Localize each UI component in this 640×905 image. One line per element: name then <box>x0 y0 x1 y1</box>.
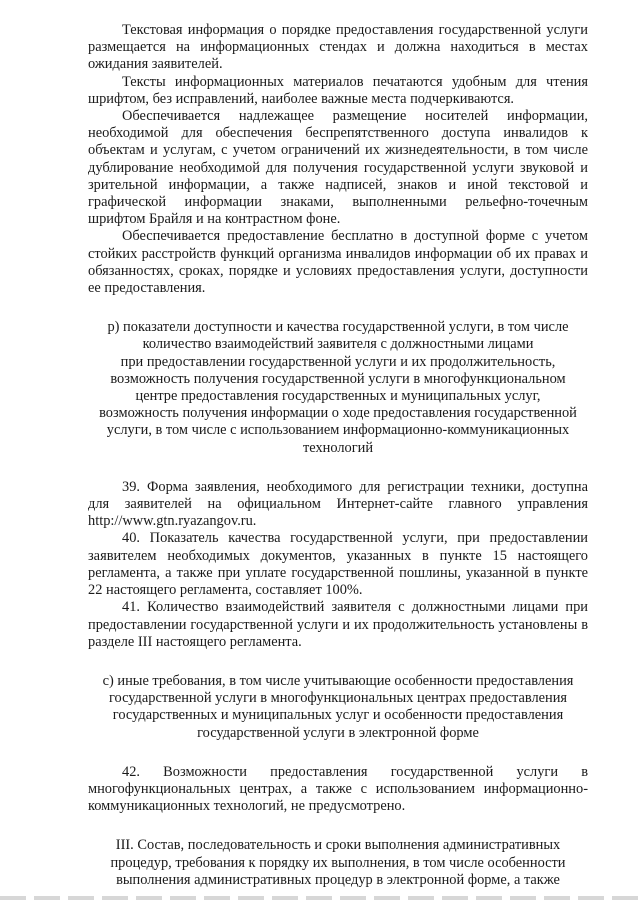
paragraph: 42. Возможности предоставления государственной услуги в многофункциональных центрах, а также с использованием информационно-коммуникационных технологий, не предусмотрено. <box>88 763 588 815</box>
heading-line: процедур, требования к порядку их выполнения, в том числе особенности <box>110 854 566 871</box>
document-page <box>88 22 588 889</box>
scan-artifact <box>0 896 640 900</box>
heading-line: технологий <box>302 439 374 456</box>
paragraph: 39. Форма заявления, необходимого для регистрации техники, доступна для заявителей на официальном Интернет-сайте главного управления http://www.gtn.ryazangov.ru. <box>88 478 588 530</box>
section-heading-3 <box>88 837 588 889</box>
heading-line: количество взаимодействий заявителя с должностными лицами <box>142 336 534 353</box>
heading-line: государственных и муниципальных услуг и особенности предоставления <box>112 707 564 724</box>
heading-line: центре предоставления государственных и муниципальных услуг, <box>135 388 541 405</box>
section-heading-r <box>88 319 588 457</box>
info-paragraphs <box>88 22 588 297</box>
heading-line: государственной услуги в многофункциональных центрах предоставления <box>108 690 568 707</box>
paragraph: Тексты информационных материалов печатаются удобным для чтения шрифтом, без исправлений, наиболее важные места подчеркиваются. <box>88 73 588 107</box>
paragraph-42 <box>88 764 588 816</box>
heading-line: III. Состав, последовательность и сроки выполнения административных <box>115 837 561 854</box>
paragraph: Обеспечивается предоставление бесплатно в доступной форме с учетом стойких расстройств функций организма инвалидов информации об их правах и обязанностях, сроках, порядке и условиях предоставления услуги, доступности ее предоставления. <box>88 228 588 297</box>
paragraph: Обеспечивается надлежащее размещение носителей информации, необходимой для обеспечения беспрепятственного доступа инвалидов к объектам и услугам, с учетом ограничений их жизнедеятельности, в том числе дублирование необходимой для получения государственной услуги звуковой и зрительной информации, а также надписей, знаков и иной текстовой и графической информации знаками, выполненными рельефно-точечным шрифтом Брайля и на контрастном фоне. <box>88 108 588 228</box>
section-heading-s <box>88 673 588 742</box>
paragraph: 41. Количество взаимодействий заявителя с должностными лицами при предоставлении государственной услуги и их продолжительность установлены в разделе III настоящего регламента. <box>88 599 588 650</box>
heading-line: государственной услуги в электронной форме <box>197 724 479 741</box>
heading-line: р) показатели доступности и качества государственной услуги, в том числе <box>107 319 569 336</box>
heading-line: услуги, в том числе с использованием информационно-коммуникационных <box>106 422 570 439</box>
heading-line: возможность получения государственной услуги в многофункциональном <box>110 370 566 387</box>
paragraph: Текстовая информация о порядке предоставления государственной услуги размещается на информационных стендах и должна находиться в местах ожидания заявителей. <box>88 22 588 73</box>
heading-line: с) иные требования, в том числе учитывающие особенности предоставления <box>102 672 574 689</box>
numbered-paragraphs <box>88 479 588 651</box>
heading-line: при предоставлении государственной услуги и их продолжительность, <box>120 353 556 370</box>
paragraph: 40. Показатель качества государственной услуги, при предоставлении заявителем необходимых документов, указанных в пункте 15 настоящего регламента, а также при уплате государственной пошлины, указанной в пункте 22 настоящего регламента, составляет 100%. <box>88 530 588 599</box>
heading-line: возможность получения информации о ходе предоставления государственной <box>99 405 577 422</box>
heading-line: выполнения административных процедур в электронной форме, а также <box>116 871 560 888</box>
